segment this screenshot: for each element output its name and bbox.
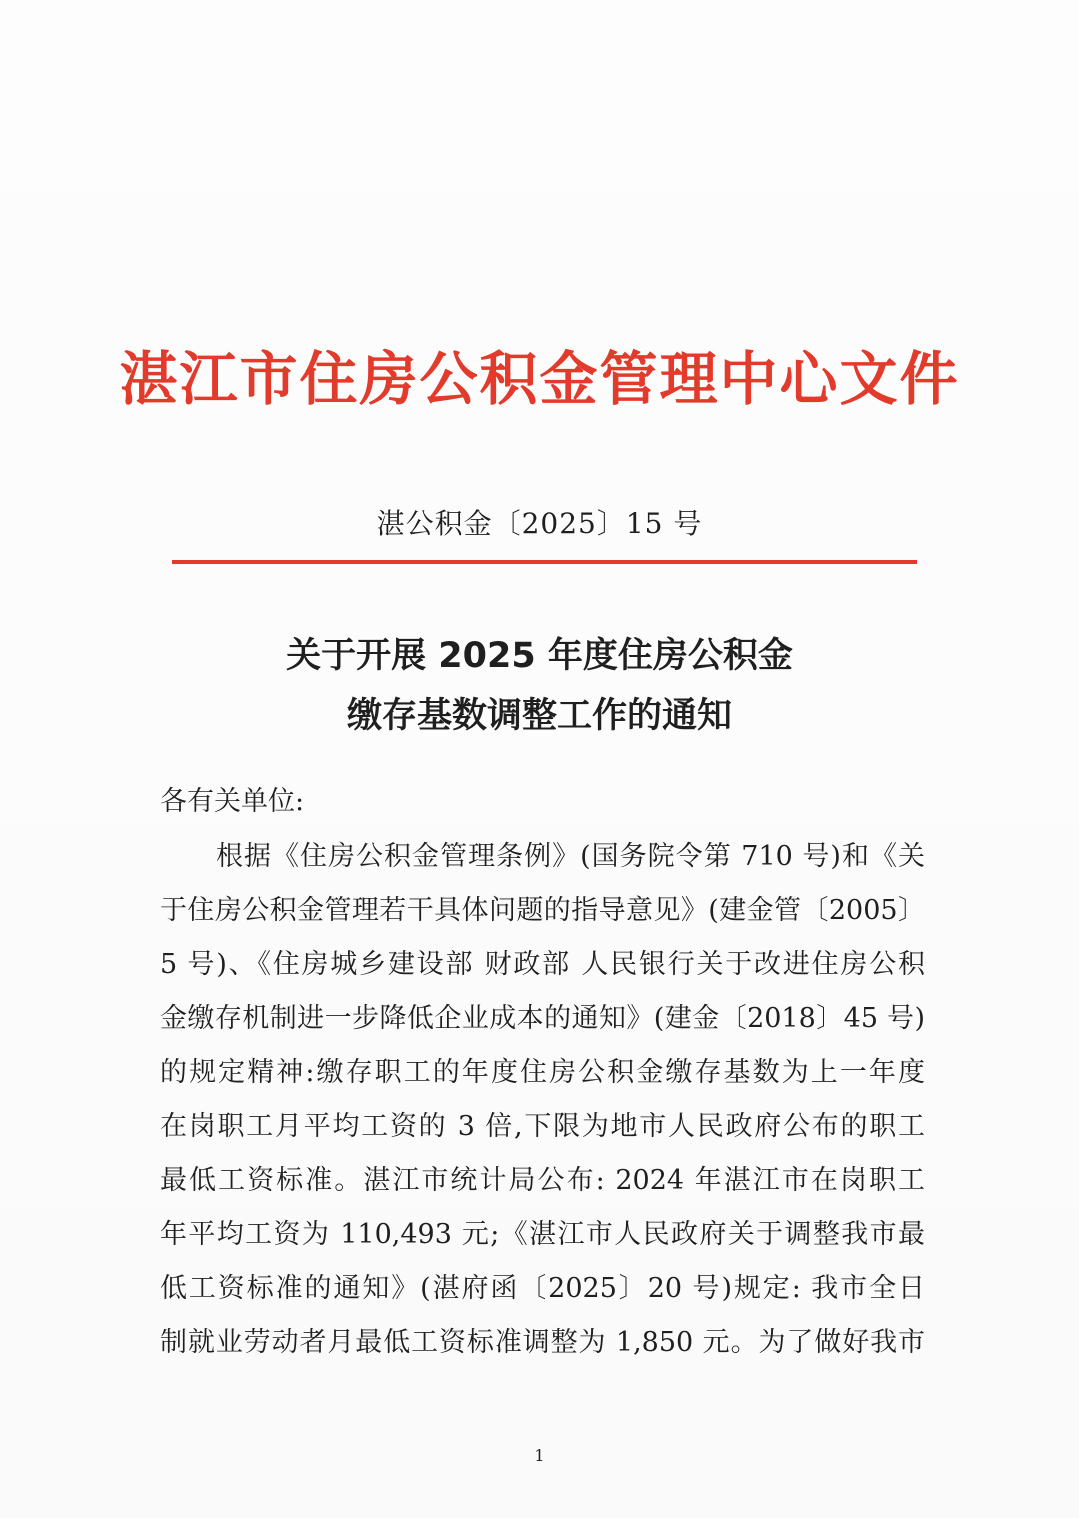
body-line-6: 在岗职工月平均工资的 3 倍,下限为地市人民政府公布的职工 bbox=[160, 1111, 925, 1142]
red-divider-line bbox=[172, 560, 917, 564]
salutation: 各有关单位: bbox=[160, 786, 305, 817]
notice-title-line-2: 缴存基数调整工作的通知 bbox=[346, 696, 732, 736]
body-text bbox=[160, 837, 925, 1377]
body-line-7: 最低工资标准。湛江市统计局公布: 2024 年湛江市在岗职工 bbox=[160, 1165, 925, 1196]
body-line-8: 年平均工资为 110,493 元;《湛江市人民政府关于调整我市最 bbox=[160, 1219, 925, 1250]
body-line-2: 于住房公积金管理若干具体问题的指导意见》(建金管〔2005〕 bbox=[160, 895, 925, 926]
body-line-9: 低工资标准的通知》(湛府函〔2025〕20 号)规定: 我市全日 bbox=[160, 1273, 925, 1304]
document-number: 湛公积金〔2025〕15 号 bbox=[376, 507, 703, 540]
body-line-1: 根据《住房公积金管理条例》(国务院令第 710 号)和《关 bbox=[216, 841, 925, 872]
body-line-4: 金缴存机制进一步降低企业成本的通知》(建金〔2018〕45 号) bbox=[160, 1003, 925, 1034]
notice-title bbox=[0, 626, 1079, 746]
body-line-5: 的规定精神:缴存职工的年度住房公积金缴存基数为上一年度 bbox=[160, 1057, 925, 1088]
body-line-10: 制就业劳动者月最低工资标准调整为 1,850 元。为了做好我市 bbox=[160, 1327, 925, 1358]
notice-title-line-1: 关于开展 2025 年度住房公积金 bbox=[286, 636, 793, 676]
body-line-3: 5 号)、《住房城乡建设部 财政部 人民银行关于改进住房公积 bbox=[160, 949, 925, 980]
page-number: 1 bbox=[534, 1446, 545, 1465]
issuer-title: 湛江市住房公积金管理中心文件 bbox=[119, 345, 960, 413]
